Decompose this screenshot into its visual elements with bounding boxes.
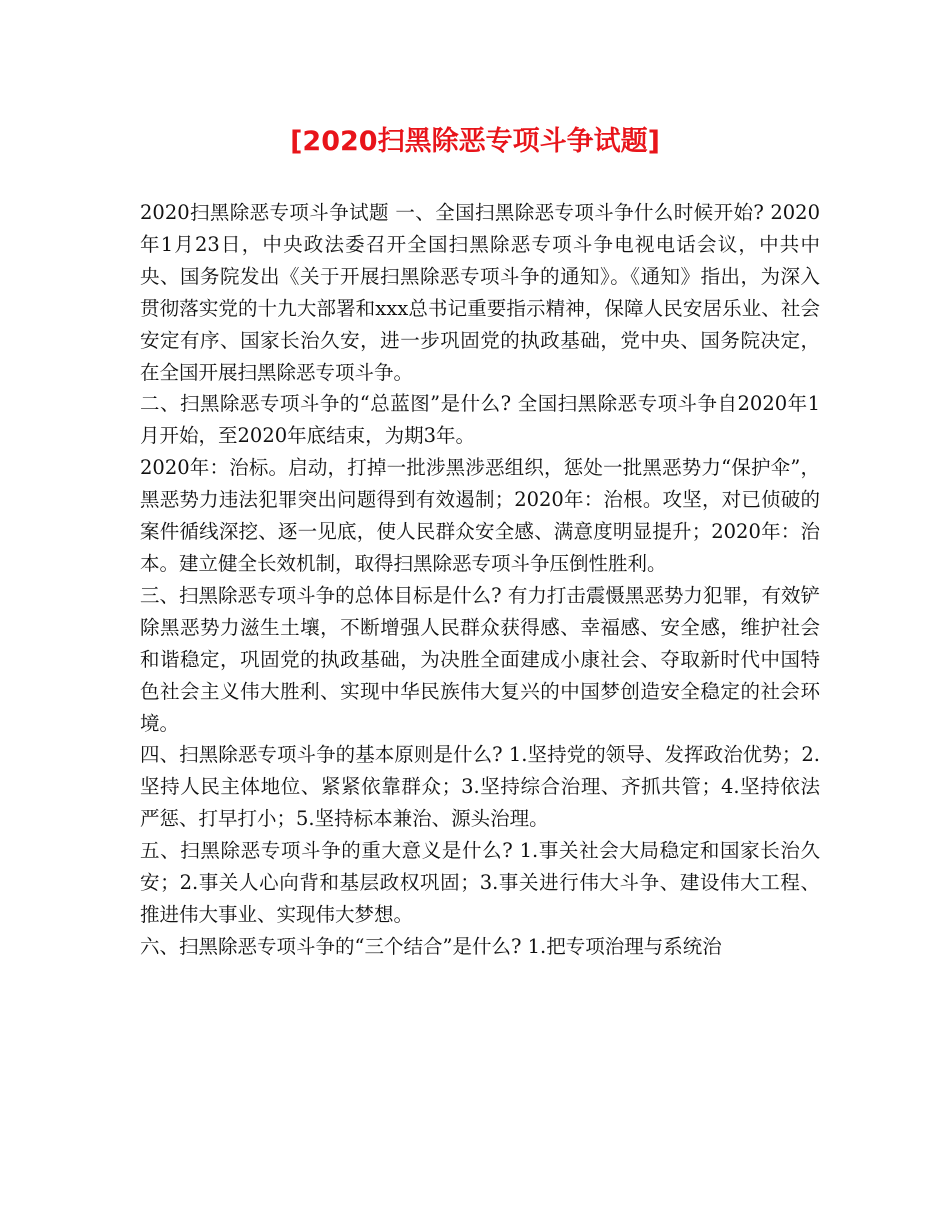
paragraph-3: 2020年：治标。启动，打掉一批涉黑涉恶组织，惩处一批黑恶势力“保护伞”，黑恶势力违法犯罪突出问题得到有效遏制；2020年：治根。攻坚，对已侦破的案件循线深挖、逐一见底，使人民群众安全感、满意度明显提升；2020年：治本。建立健全长效机制，取得扫黑除恶专项斗争压倒性胜利。 (140, 456, 820, 575)
paragraph-4: 三、扫黑除恶专项斗争的总体目标是什么? 有力打击震慑黑恶势力犯罪，有效铲除黑恶势力滋生土壤，不断增强人民群众获得感、幸福感、安全感，维护社会和谐稳定，巩固党的执政基础，为决胜全面建成小康社会、夺取新时代中国特色社会主义伟大胜利、实现中华民族伟大复兴的中国梦创造安全稳定的社会环境。 (140, 583, 820, 735)
paragraph-5: 四、扫黑除恶专项斗争的基本原则是什么? 1.坚持党的领导、发挥政治优势；2.坚持人民主体地位、紧紧依靠群众；3.坚持综合治理、齐抓共管；4.坚持依法严惩、打早打小；5.坚持标本兼治、源头治理。 (140, 743, 820, 831)
document-title: [2020扫黑除恶专项斗争试题] (290, 126, 660, 157)
paragraph-1: 2020扫黑除恶专项斗争试题 一、全国扫黑除恶专项斗争什么时候开始? 2020年1月23日，中央政法委召开全国扫黑除恶专项斗争电视电话会议，中共中央、国务院发出《关于开展扫黑除恶专项斗争的通知》。《通知》指出，为深入贯彻落实党的十九大部署和xxx总书记重要指示精神，保障人民安居乐业、社会安定有序、国家长治久安，进一步巩固党的执政基础，党中央、国务院决定，在全国开展扫黑除恶专项斗争。 (140, 201, 820, 384)
document-body (140, 197, 820, 963)
paragraph-2: 二、扫黑除恶专项斗争的“总蓝图”是什么? 全国扫黑除恶专项斗争自2020年1月开始，至2020年底结束，为期3年。 (140, 392, 820, 448)
paragraph-6: 五、扫黑除恶专项斗争的重大意义是什么? 1.事关社会大局稳定和国家长治久安；2.事关人心向背和基层政权巩固；3.事关进行伟大斗争、建设伟大工程、推进伟大事业、实现伟大梦想。 (140, 839, 820, 926)
paragraph-7: 六、扫黑除恶专项斗争的“三个结合”是什么? 1.把专项治理与系统治 (140, 934, 722, 958)
